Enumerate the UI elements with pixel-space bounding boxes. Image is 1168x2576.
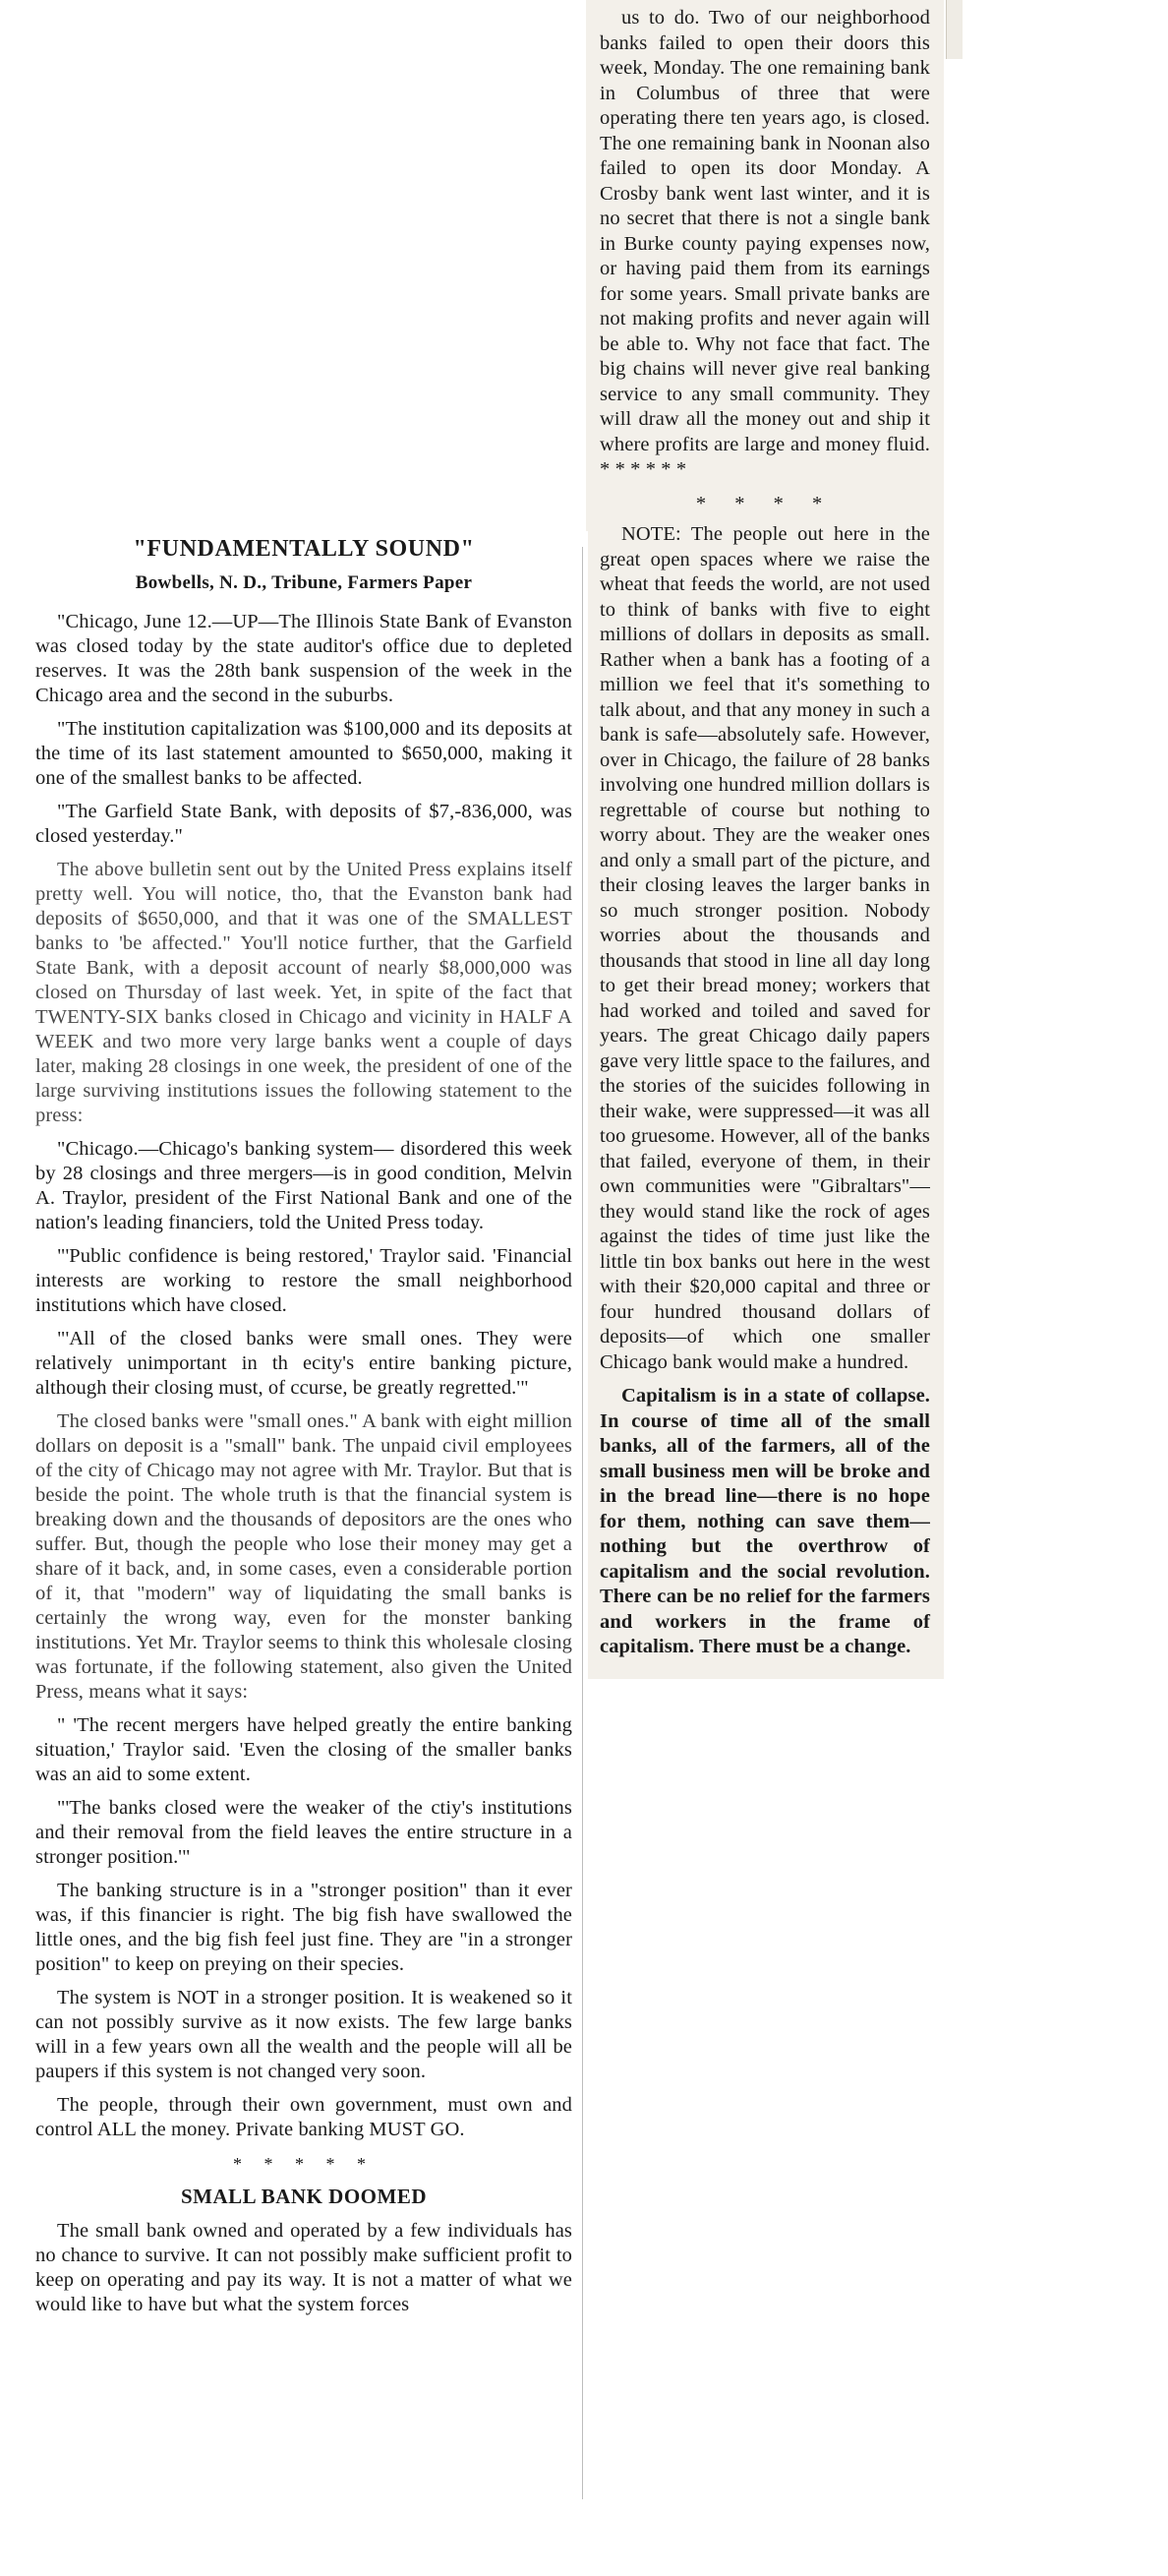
left-column-paragraph-7: "'All of the closed banks were small ones. They were relatively unimportant in th ecity's entire banking picture, although their closing must, of ccurse, be greatly regretted.'" <box>35 1328 572 1399</box>
left-column <box>20 536 588 2326</box>
article-source-line: Bowbells, N. D., Tribune, Farmers Paper <box>135 572 473 593</box>
left-column-paragraph-10: "'The banks closed were the weaker of the ctiy's institutions and their removal from the field leaves the entire structure in a stronger position.'" <box>35 1797 572 1868</box>
left-column-paragraph-11: The banking structure is in a "stronger position" than it ever was, if this financier is right. The big fish have swallowed the little ones, and the big fish feel just fine. They are "in a stronger position" to keep on preying on their species. <box>35 1880 572 1975</box>
right-column-paragraph-1: us to do. Two of our neighborhood banks failed to open their doors this week, Monday. The one remaining bank in Columbus of three that were operating there ten years ago, is closed. The one remaining bank in Noonan also failed to open its door Monday. A Crosby bank went last winter, and it is no secret that there is not a single bank in Burke county paying expenses now, or having paid them from its earnings for some years. Small private banks are not making profits and never again will be able to. Why not face that fact. The big chains will never give real banking service to any small community. They will draw all the money out and ship it where profits are large and money fluid. * * * * * * <box>600 7 930 480</box>
star-divider-left: * * * * * <box>233 2154 375 2174</box>
left-column-paragraph-4: The above bulletin sent out by the United Press explains itself pretty well. You will notice, tho, that the Evanston bank had deposits of $650,000, and that it was one of the SMALLEST banks to 'be affected." You'll notice further, that the Garfield State Bank, with a deposit account of nearly $8,000,000 was closed on Thursday of last week. Yet, in spite of the fact that TWENTY-SIX banks closed in Chicago and vicinity in HALF A WEEK and two more very large banks went a couple of days later, making 28 closings in one week, the president of one of the large surviving institutions issues the following statement to the press: <box>35 859 572 1126</box>
left-column-paragraph-9: " 'The recent mergers have helped greatly the entire banking situation,' Traylor said. 'Even the closing of the smaller banks was an aid to some extent. <box>35 1714 572 1785</box>
right-column <box>586 0 944 1679</box>
left-column-closing-paragraph: The small bank owned and operated by a few individuals has no chance to survive. It can not possibly make sufficient profit to keep on operating and pay its way. It is not a matter of what we would like to have but what the system forces <box>35 2220 572 2315</box>
left-column-paragraph-1: "Chicago, June 12.—UP—The Illinois State Bank of Evanston was closed today by the state auditor's office due to depleted reserves. It was the 28th bank suspension of the week in the Chicago area and the second in the suburbs. <box>35 611 572 706</box>
second-article-headline: SMALL BANK DOOMED <box>180 2185 428 2208</box>
article-headline: "FUNDAMENTALLY SOUND" <box>133 536 475 562</box>
left-column-paragraph-3: "The Garfield State Bank, with deposits of $7,-836,000, was closed yesterday." <box>35 801 572 847</box>
left-column-paragraph-13: The people, through their own government, must own and control ALL the money. Private banking MUST GO. <box>35 2094 572 2140</box>
page-edge-sliver <box>946 0 1168 1377</box>
right-column-closing: Capitalism is in a state of collapse. In course of time all of the small banks, all of the farmers, all of the small business men will be broke and in the bread line—there is no hope for them, nothing can save them—nothing but the overthrow of capitalism and the social revolution. There can be no relief for the farmers and workers in the frame of capitalism. There must be a change. <box>600 1385 930 1657</box>
left-column-paragraph-12: The system is NOT in a stronger position. It is weakened so it can not possibly survive as it now exists. The few large banks will in a few years own all the wealth and the people will all be paupers if this system is not changed very soon. <box>35 1987 572 2082</box>
star-divider-right: * * * * <box>695 492 835 514</box>
left-column-paragraph-2: "The institution capitalization was $100,000 and its deposits at the time of its last statement amounted to $650,000, making it one of the smallest banks to be affected. <box>35 718 572 789</box>
page-edge-strip <box>946 0 963 59</box>
right-column-note: NOTE: The people out here in the great open spaces where we raise the wheat that feeds the world, are not used to think of banks with five to eight millions of dollars in deposits as small. Rather when a bank has a footing of a million we feel that it's something to talk about, and that any money in such a bank is safe—absolutely safe. However, over in Chicago, the failure of 28 banks involving one hundred million dollars is regrettable of course but nothing to worry about. They are the weaker ones and only a small part of the picture, and their closing leaves the larger banks in so much stronger position. Nobody worries about the thousands and thousands that stood in line all day long to get their bread money; workers that had worked and toiled and saved for years. The great Chicago daily papers gave very little space to the failures, and the stories of the suicides following in their wake, were suppressed—it was all too gruesome. However, all of the banks that failed, everyone of them, in their own communities were "Gibraltars"—they would stand like the rock of ages against the tides of time just like the little tin box banks out here in the west with their $20,000 capital and three or four hundred thousand dollars of deposits—of which one smaller Chicago bank would make a hundred. <box>600 523 930 1373</box>
left-column-paragraph-8: The closed banks were "small ones." A bank with eight million dollars on deposit is a "small" bank. The unpaid civil employees of the city of Chicago may not agree with Mr. Traylor. But that is beside the point. The whole truth is that the financial system is breaking down and the thousands of depositors are the ones who suffer. But, though the people who lose their money may get a share of it back, and, in some cases, even a considerable portion of it, that "modern" way of liquidating the small banks is certainly the wrong way, even for the monster banking institutions. Yet Mr. Traylor seems to think this wholesale closing was fortunate, if the following statement, also given the United Press, means what it says: <box>35 1410 572 1703</box>
left-column-paragraph-5: "Chicago.—Chicago's banking system— disordered this week by 28 closings and three mergers—is in good condition, Melvin A. Traylor, president of the First National Bank and one of the nation's leading financiers, told the United Press today. <box>35 1138 572 1233</box>
left-column-paragraph-6: "'Public confidence is being restored,' Traylor said. 'Financial interests are working to restore the small neighborhood institutions which have closed. <box>35 1245 572 1316</box>
